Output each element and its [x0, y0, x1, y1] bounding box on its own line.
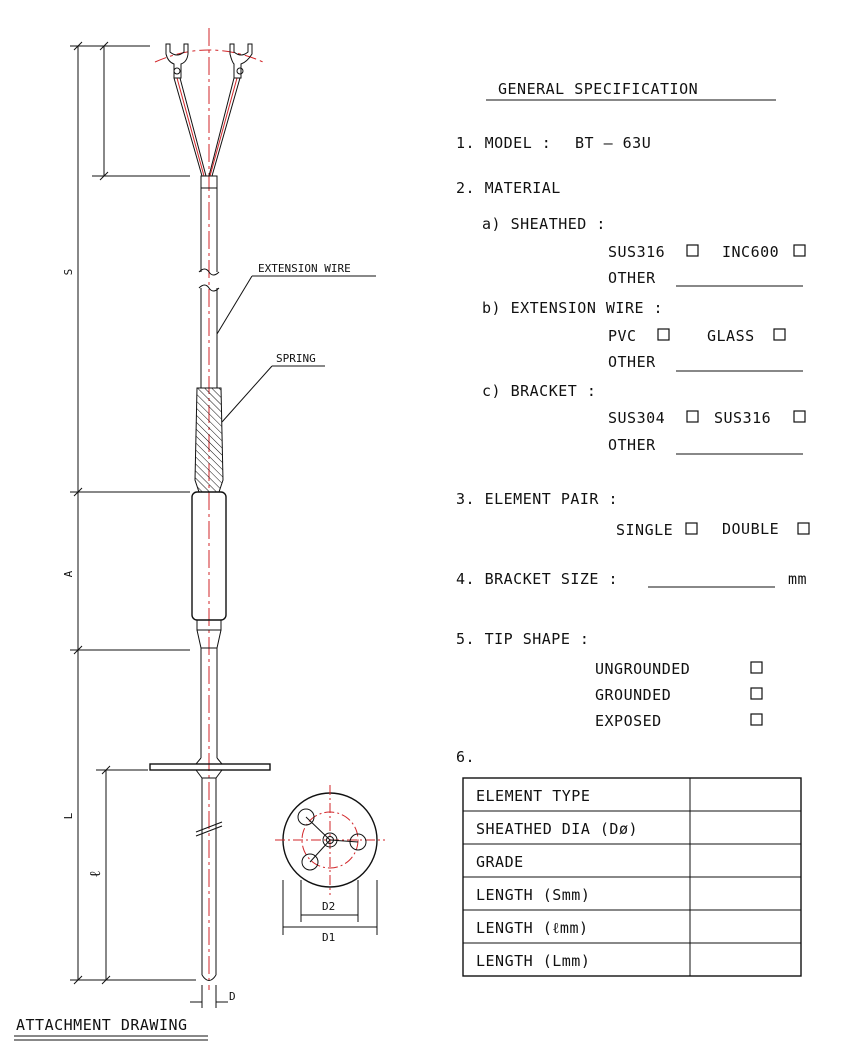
table-value-cell[interactable]: [691, 911, 800, 942]
dimension-d: [190, 985, 236, 1008]
spec-table: [463, 778, 801, 976]
ext-option-glass: GLASS: [707, 327, 755, 345]
bracket-size-unit: mm: [788, 570, 808, 588]
bracket-sus304-checkbox[interactable]: [687, 411, 698, 422]
table-row-label: LENGTH (Lmm): [476, 952, 591, 970]
ext-option-pvc: PVC: [608, 327, 637, 345]
spring-leader: [222, 352, 325, 422]
dimension-s: [62, 42, 190, 496]
bracket-sus316-checkbox[interactable]: [794, 411, 805, 422]
sheath-probe: [150, 648, 270, 981]
attachment-caption: [14, 1016, 208, 1040]
extension-wire-label: EXTENSION WIRE: [258, 262, 351, 275]
ext-pvc-checkbox[interactable]: [658, 329, 669, 340]
bracket-spec-label: c) BRACKET :: [482, 382, 597, 400]
spec-title: GENERAL SPECIFICATION: [498, 80, 699, 98]
table-value-cell[interactable]: [691, 845, 800, 876]
tip-shape-label: 5. TIP SHAPE :: [456, 630, 590, 648]
model-label: 1. MODEL :: [456, 134, 552, 152]
spring-label: SPRING: [276, 352, 316, 365]
bracket-option-sus316: SUS316: [714, 409, 772, 427]
table-row-label: ELEMENT TYPE: [476, 787, 591, 805]
thermocouple-drawing: [14, 28, 385, 1040]
ext-glass-checkbox[interactable]: [774, 329, 785, 340]
pair-option-double: DOUBLE: [722, 520, 780, 538]
table-row-label: GRADE: [476, 853, 524, 871]
end-view: [275, 785, 385, 944]
bracket-size-label: 4. BRACKET SIZE :: [456, 570, 619, 588]
sheathed-inc600-checkbox[interactable]: [794, 245, 805, 256]
table-row-label: LENGTH (ℓmm): [476, 919, 589, 937]
dim-d2-label: D2: [322, 900, 336, 913]
dim-d-label: D: [229, 990, 236, 1003]
tip-option-exposed: EXPOSED: [595, 712, 662, 730]
pair-double-checkbox[interactable]: [798, 523, 809, 534]
table-row-label: SHEATHED DIA (Dø): [476, 820, 639, 838]
spring: [195, 388, 223, 492]
dim-a-label: A: [62, 570, 75, 578]
attachment-drawing-title: ATTACHMENT DRAWING: [16, 1016, 188, 1034]
sheathed-option-sus316: SUS316: [608, 243, 666, 261]
element-pair-label: 3. ELEMENT PAIR :: [456, 490, 619, 508]
sheathed-label: a) SHEATHED :: [482, 215, 606, 233]
tip-option-ungrounded: UNGROUNDED: [595, 660, 691, 678]
table-value-cell[interactable]: [691, 779, 800, 810]
sheathed-other-label: OTHER: [608, 269, 656, 287]
table-value-cell[interactable]: [691, 878, 800, 909]
dimension-l: [62, 650, 196, 984]
table-value-cell[interactable]: [691, 944, 800, 975]
material-label: 2. MATERIAL: [456, 179, 561, 197]
dim-s-label: S: [62, 268, 75, 276]
ext-other-label: OTHER: [608, 353, 656, 371]
dimension-a: [62, 492, 190, 654]
dim-ell-label: ℓ: [86, 870, 104, 878]
tip-ungrounded-checkbox[interactable]: [751, 662, 762, 673]
sheathed-sus316-checkbox[interactable]: [687, 245, 698, 256]
general-specification: [456, 80, 809, 976]
extension-wire-spec-label: b) EXTENSION WIRE :: [482, 299, 664, 317]
dim-l-label: L: [62, 812, 75, 820]
tip-option-grounded: GROUNDED: [595, 686, 672, 704]
pair-single-checkbox[interactable]: [686, 523, 697, 534]
item-six-label: 6.: [456, 748, 476, 766]
bracket-other-label: OTHER: [608, 436, 656, 454]
table-value-cell[interactable]: [691, 812, 800, 843]
extension-wire-leader: [217, 262, 376, 334]
tip-exposed-checkbox[interactable]: [751, 714, 762, 725]
table-row-label: LENGTH (Smm): [476, 886, 591, 904]
dim-d1-label: D1: [322, 931, 336, 944]
sheathed-option-inc600: INC600: [722, 243, 780, 261]
pair-option-single: SINGLE: [616, 521, 674, 539]
model-value: BT — 63U: [575, 134, 652, 152]
tip-grounded-checkbox[interactable]: [751, 688, 762, 699]
bracket-option-sus304: SUS304: [608, 409, 666, 427]
